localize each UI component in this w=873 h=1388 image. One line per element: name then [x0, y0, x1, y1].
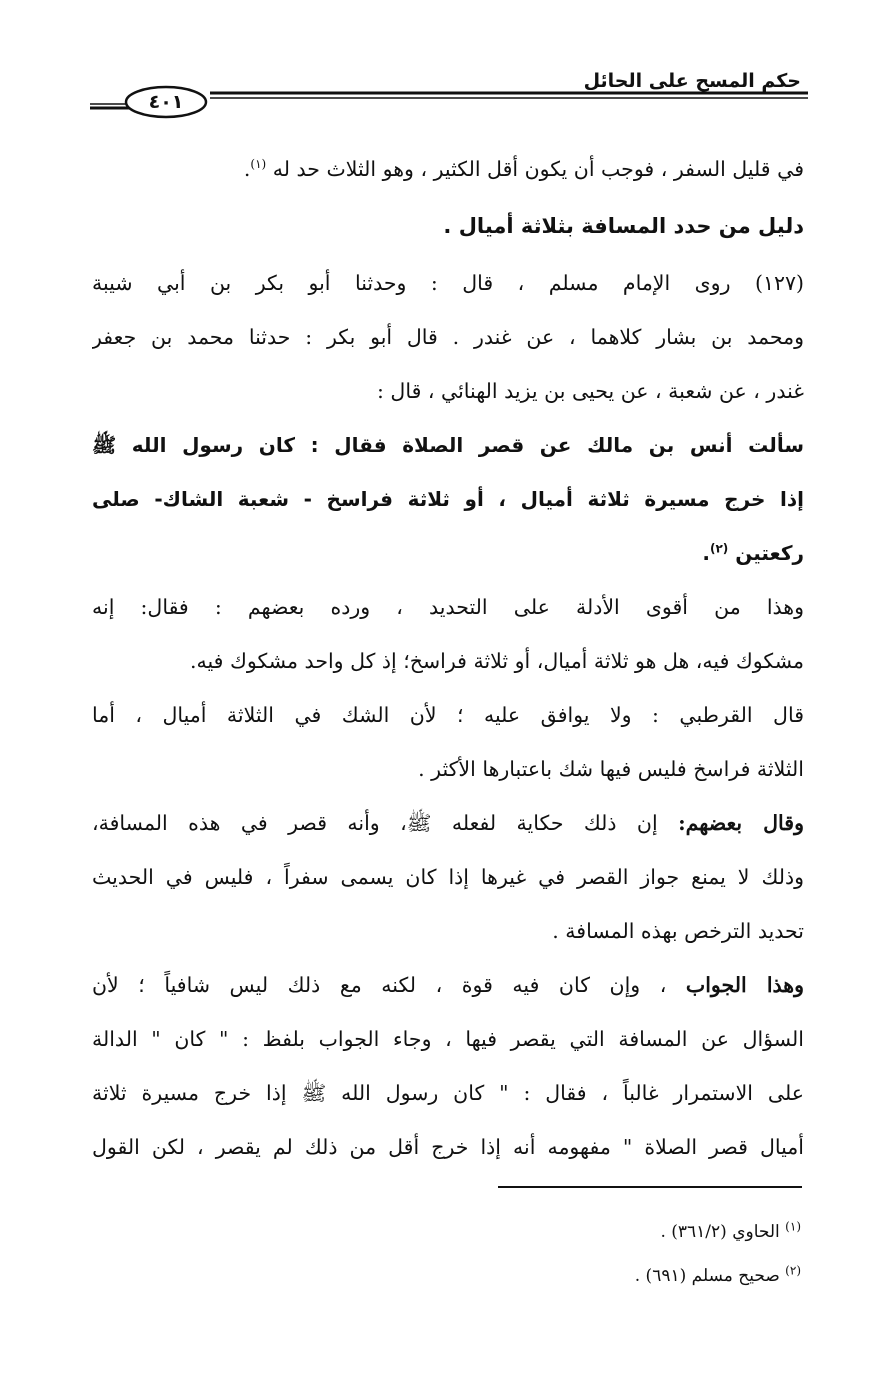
footnote-mark: (١) [785, 1219, 801, 1234]
text-line: ومحمد بن بشار كلاهما ، عن غندر . قال أبو بكر : حدثنا محمد بن جعفر [92, 325, 804, 349]
header-rule [90, 84, 808, 120]
footnote [301, 1210, 801, 1254]
footnote [301, 1254, 801, 1298]
text-line: وذلك لا يمنع جواز القصر في غيرها إذا كان يسمى سفراً ، فليس في الحديث [92, 865, 804, 889]
bold-lead: وهذا الجواب [685, 973, 804, 997]
text-line: (١٢٧) روى الإمام مسلم ، قال : وحدثنا أبو بكر بن أبي شيبة [92, 271, 804, 295]
text-line: أميال قصر الصلاة " مفهومه أنه إذا خرج أقل من ذلك لم يقصر ، لكن القول [92, 1135, 804, 1159]
text-line [92, 142, 804, 196]
footnote-text: الحاوي (٣٦١/٢) . [660, 1222, 780, 1242]
text-span: إن ذلك حكاية لفعله ﷺ، وأنه قصر في هذه المسافة، [92, 811, 658, 835]
footnotes [301, 1210, 801, 1298]
text-span: في قليل السفر ، فوجب أن يكون أقل الكثير ، وهو الثلاث حد له [272, 157, 804, 181]
footnote-separator [498, 1186, 802, 1188]
text-span: ، وإن كان فيه قوة ، لكنه مع ذلك ليس شافياً ؛ لأن [92, 973, 667, 997]
page-number: ٤٠١ [148, 91, 184, 113]
running-title: حكم المسح على الحائل [583, 70, 801, 92]
hadith-line: سألت أنس بن مالك عن قصر الصلاة فقال : كان رسول الله ﷺ [92, 433, 804, 457]
footnote-ref: (٢) [709, 541, 729, 556]
text-span: ركعتين [735, 541, 804, 565]
text-line: الثلاثة فراسخ فليس فيها شك باعتبارها الأكثر . [418, 757, 804, 781]
footnote-mark: (٢) [785, 1263, 801, 1278]
text-line: السؤال عن المسافة التي يقصر فيها ، وجاء الجواب بلفظ : " كان " الدالة [92, 1027, 804, 1051]
text-line [92, 796, 804, 850]
text-line: غندر ، عن شعبة ، عن يحيى بن يزيد الهنائي ، قال : [377, 379, 804, 403]
text-line: تحديد الترخص بهذه المسافة . [552, 919, 804, 943]
text-span: . [243, 157, 251, 181]
text-span: . [702, 541, 710, 565]
section-heading: دليل من حدد المسافة بثلاثة أميال . [443, 214, 804, 238]
hadith-line: إذا خرج مسيرة ثلاثة أميال ، أو ثلاثة فراسخ - شعبة الشاك- صلى [92, 487, 804, 511]
hadith-line [92, 526, 804, 580]
footnote-text: صحيح مسلم (٦٩١) . [634, 1266, 780, 1286]
footnote-ref: (١) [250, 157, 267, 172]
text-line: وهذا من أقوى الأدلة على التحديد ، ورده بعضهم : فقال: إنه [92, 595, 804, 619]
text-line: على الاستمرار غالباً ، فقال : " كان رسول الله ﷺ إذا خرج مسيرة ثلاثة [92, 1081, 804, 1105]
text-line: مشكوك فيه، هل هو ثلاثة أميال، أو ثلاثة فراسخ؛ إذ كل واحد مشكوك فيه. [189, 649, 804, 673]
bold-lead: وقال بعضهم: [678, 811, 804, 835]
text-line: قال القرطبي : ولا يوافق عليه ؛ لأن الشك في الثلاثة أميال ، أما [92, 703, 804, 727]
text-line [92, 958, 804, 1012]
main-text [92, 142, 804, 1174]
